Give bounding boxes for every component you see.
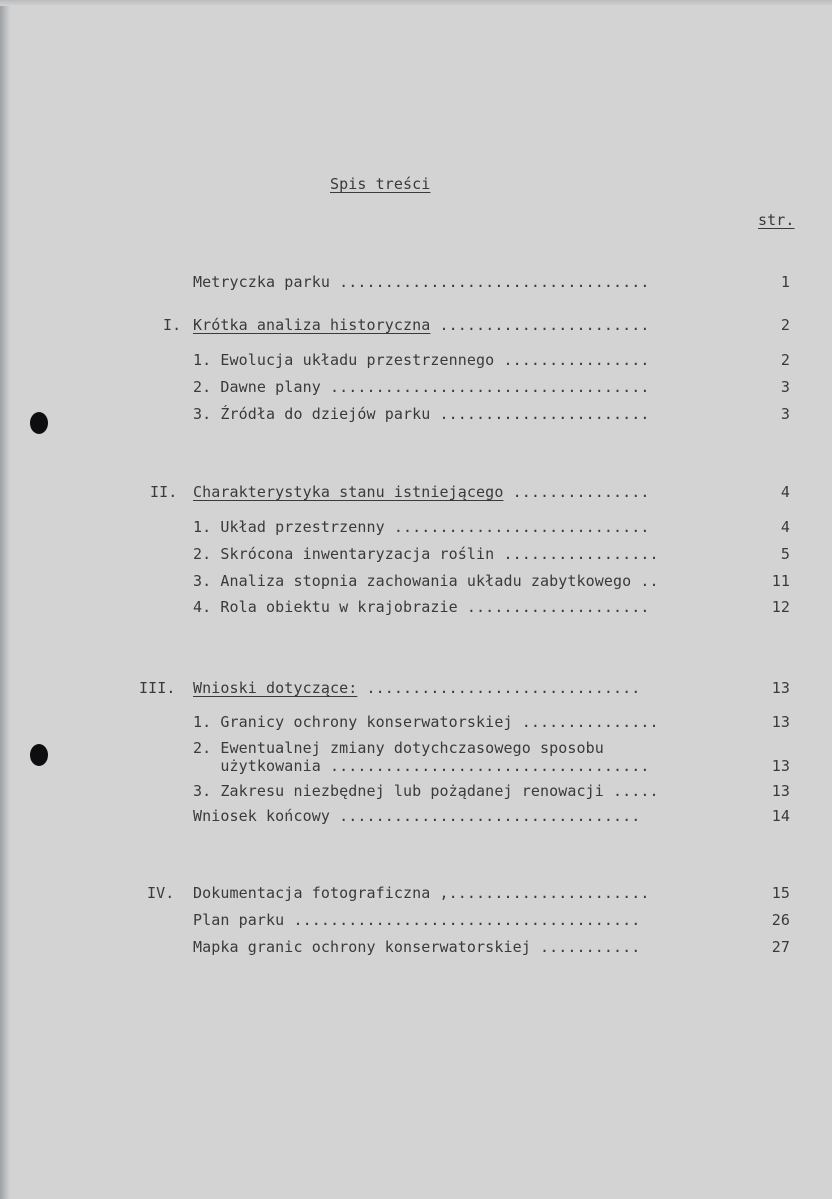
page-column-label: str. xyxy=(758,211,795,229)
toc-page-number: 4 xyxy=(780,483,790,501)
toc-page-number: 11 xyxy=(771,572,790,590)
toc-page-number: 12 xyxy=(771,598,790,616)
toc-entry: Wniosek końcowy ................................. xyxy=(193,807,641,825)
toc-page-number: 2 xyxy=(780,351,790,369)
toc-page-number: 5 xyxy=(780,545,790,563)
toc-entry: użytkowania ................................... xyxy=(193,757,650,775)
toc-page-number: 3 xyxy=(780,405,790,423)
section-numeral: III. xyxy=(139,679,176,697)
toc-page-number: 2 xyxy=(780,316,790,334)
toc-entry: Metryczka parku .................................. xyxy=(193,273,650,291)
toc-entry: 4. Rola obiektu w krajobrazie .................... xyxy=(193,598,650,616)
section-heading: Wnioski dotyczące: xyxy=(193,679,358,697)
section-numeral: II. xyxy=(150,483,178,501)
toc-entry: 2. Skrócona inwentaryzacja roślin ................. xyxy=(193,545,659,563)
punch-hole-bottom xyxy=(30,744,48,766)
punch-hole-top xyxy=(30,412,48,434)
toc-entry: 1. Granicy ochrony konserwatorskiej ............... xyxy=(193,713,659,731)
toc-page-number: 3 xyxy=(780,378,790,396)
toc-entry: 1. Ewolucja układu przestrzennego ................ xyxy=(193,351,650,369)
toc-page-number: 15 xyxy=(771,884,790,902)
toc-page-number: 13 xyxy=(771,679,790,697)
toc-page-number: 4 xyxy=(780,518,790,536)
toc-entry: Plan parku ...................................... xyxy=(193,911,641,929)
toc-page-number: 13 xyxy=(771,782,790,800)
toc-entry: Dokumentacja fotograficzna ,...................... xyxy=(193,884,650,902)
toc-page-number: 13 xyxy=(771,713,790,731)
leader-dots: .............................. xyxy=(357,679,641,697)
toc-entry: 2. Dawne plany ................................... xyxy=(193,378,650,396)
toc-page-number: 27 xyxy=(771,938,790,956)
leader-dots: ....................... xyxy=(430,316,650,334)
toc-entry: 2. Ewentualnej zmiany dotychczasowego sposobu xyxy=(193,739,604,757)
toc-page-number: 26 xyxy=(771,911,790,929)
toc-page-number: 14 xyxy=(771,807,790,825)
section-heading: Charakterystyka stanu istniejącego xyxy=(193,483,504,501)
section-heading-line xyxy=(193,678,640,698)
toc-page-number: 1 xyxy=(780,273,790,291)
toc-entry: 3. Zakresu niezbędnej lub pożądanej renowacji ..... xyxy=(193,782,659,800)
section-numeral: IV. xyxy=(147,884,175,902)
leader-dots: ............... xyxy=(503,483,650,501)
section-heading-line xyxy=(193,315,650,335)
section-numeral: I. xyxy=(163,316,182,334)
toc-entry: 3. Analiza stopnia zachowania układu zabytkowego .. xyxy=(193,572,659,590)
toc-page-number: 13 xyxy=(771,757,790,775)
page-top-shadow xyxy=(0,0,832,6)
toc-entry: 3. Źródła do dziejów parku ....................... xyxy=(193,405,650,423)
toc-entry: 1. Układ przestrzenny ............................ xyxy=(193,518,650,536)
document-title: Spis treści xyxy=(330,175,431,193)
section-heading-line xyxy=(193,482,650,502)
page-edge-shadow xyxy=(0,0,10,1199)
section-heading: Krótka analiza historyczna xyxy=(193,316,431,334)
toc-entry: Mapka granic ochrony konserwatorskiej ........... xyxy=(193,938,641,956)
